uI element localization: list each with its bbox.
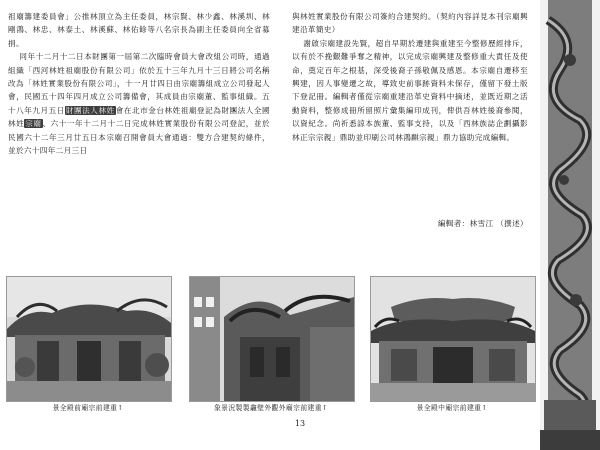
right-text-column [292,10,528,144]
company-history-text-a: 同年十二月十二日本財團第一屆第二次臨時會員大會改組公司時，通過組織「西河林姓祖廟股份有限公司」依於五十三年九月十三日將公司名稱改為「林姓實業股份有限公司」，十一月廿四日由宗廟籌組成立公司發起人會，民國五十四年四月成立公司籌備會，其成員由宗廟董、監事組織。五十八年九月五日 [8,52,270,115]
paragraph-acknowledgement: 謝啟宗廟建設先賢，超自早期於遷建與重建至今整修歷經排斥，以有於不挽艱難爭奪之精神，以完成宗廟興建及整修重大責任及使命，奠定百年之根基，深受後裔子孫敬佩及感恩。本宗廟自遷移至興建，因人事變遷之故，導致史前事跡資料未保存，僅留下發土版下登記冊。編輯者僅從宗廟重建沿革史資料中摘述，並既近期之活動資料，整修成冊所留照片彙集編印成刊，俾供吾林姓後裔參閱，以資紀念。尚祈悉諒本族董、監事支持，以及「西林族誌企劃攝影林正宗宗親」鼎助並印刷公司林鴻麒宗親」鼎力協助完成編輯。 [292,38,528,142]
photo-caption-hall: 景全殿中廟宗前建重↑ [416,404,488,412]
highlighted-term-foundation: 財團法人林姓 [65,105,115,115]
highlighted-term-temple: 宗廟 [25,119,42,129]
left-text-column [8,10,270,157]
paragraph-company-history [8,50,270,157]
temple-front-photo [6,276,172,402]
page-number: 13 [294,419,306,428]
company-history-text-c: 、六十一年十二月十二日完成林姓實業股份有限公司登記，並於民國六十二年三月廿五日本宗廟召開會員大會通過：雙方合建契約條件，並於六十四年二月三日 [8,119,271,156]
dragon-pillar-image [540,0,600,450]
author-note: （撰述） [496,219,528,228]
company-history-text-b: 會在北市金台林姓祖廟登記為財團法人全國林姓 [8,105,270,129]
author-line [292,218,528,229]
temple-roof-photo [189,276,355,402]
paragraph-contract: 與林姓實業股份有限公司簽約合建契約。（契約內容詳見本刊宗廟興建沿革簡史） [292,12,528,35]
photo-caption-roof: 象景況製製龕壁外觀外廟宗前建重↑ [213,404,329,412]
author-label: 編輯者：林雪江 [437,219,494,228]
paragraph-committee: 祖廟籌建委員會」公推林頂立為主任委員，林宗賢、林少鑫、林溪圳、林剛鴻、林忠、林泰土、林溪蘇、林佑餘等八名宗長為副主任委員向全省募捐。 [8,12,270,48]
photo-caption-front: 景全殿前廟宗前建重↑ [52,404,124,412]
temple-hall-photo [370,276,536,402]
